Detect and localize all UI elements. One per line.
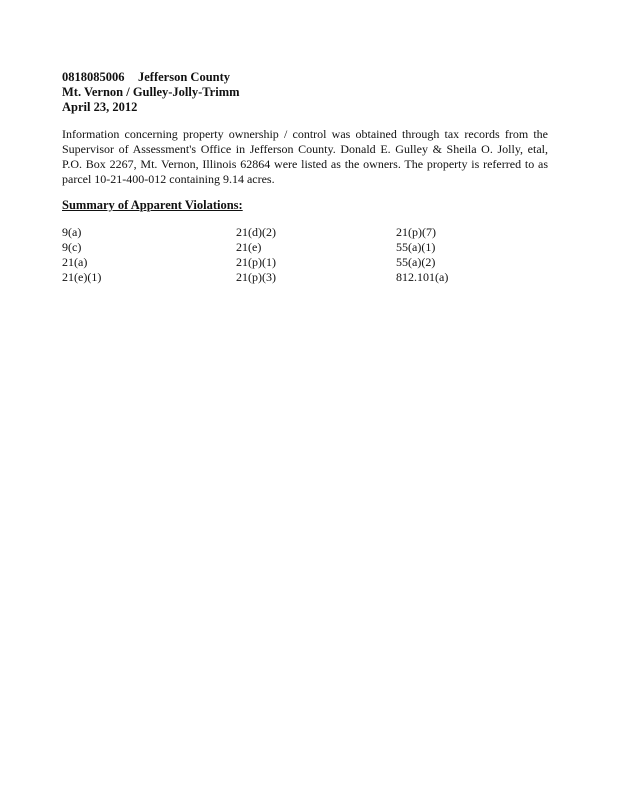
violation-item: 21(p)(3) — [236, 270, 276, 284]
site-name: Mt. Vernon / Gulley-Jolly-Trimm — [62, 85, 240, 99]
summary-heading: Summary of Apparent Violations: — [62, 198, 243, 212]
site-id: 0818085006 — [62, 70, 125, 84]
violations-column-3 — [396, 225, 448, 285]
county-name: Jefferson County — [138, 70, 231, 84]
violation-item: 21(a) — [62, 255, 88, 269]
violation-item: 21(e)(1) — [62, 270, 102, 284]
violation-item: 55(a)(2) — [396, 255, 436, 269]
violation-item: 55(a)(1) — [396, 240, 436, 254]
document-header — [62, 70, 240, 115]
report-date: April 23, 2012 — [62, 100, 138, 114]
violations-column-2 — [236, 225, 276, 285]
violation-item: 21(p)(7) — [396, 225, 436, 239]
violation-item: 21(p)(1) — [236, 255, 276, 269]
violations-column-1 — [62, 225, 101, 285]
ownership-paragraph: Information concerning property ownership / control was obtained through tax records from the Supervisor of Assessment's Office in Jefferson County. Donald E. Gulley & Sheila O. Jolly, etal, P.O. Box 2267, Mt. Vernon, Illinois 62864 were listed as the owners. The property is referred to as parcel 10-21-400-012 containing 9.14 acres. — [62, 127, 548, 186]
violation-item: 9(c) — [62, 240, 82, 254]
violation-item: 9(a) — [62, 225, 82, 239]
header-id-line — [62, 70, 240, 85]
violation-item: 812.101(a) — [396, 270, 449, 284]
violation-item: 21(e) — [236, 240, 262, 254]
violation-item: 21(d)(2) — [236, 225, 276, 239]
